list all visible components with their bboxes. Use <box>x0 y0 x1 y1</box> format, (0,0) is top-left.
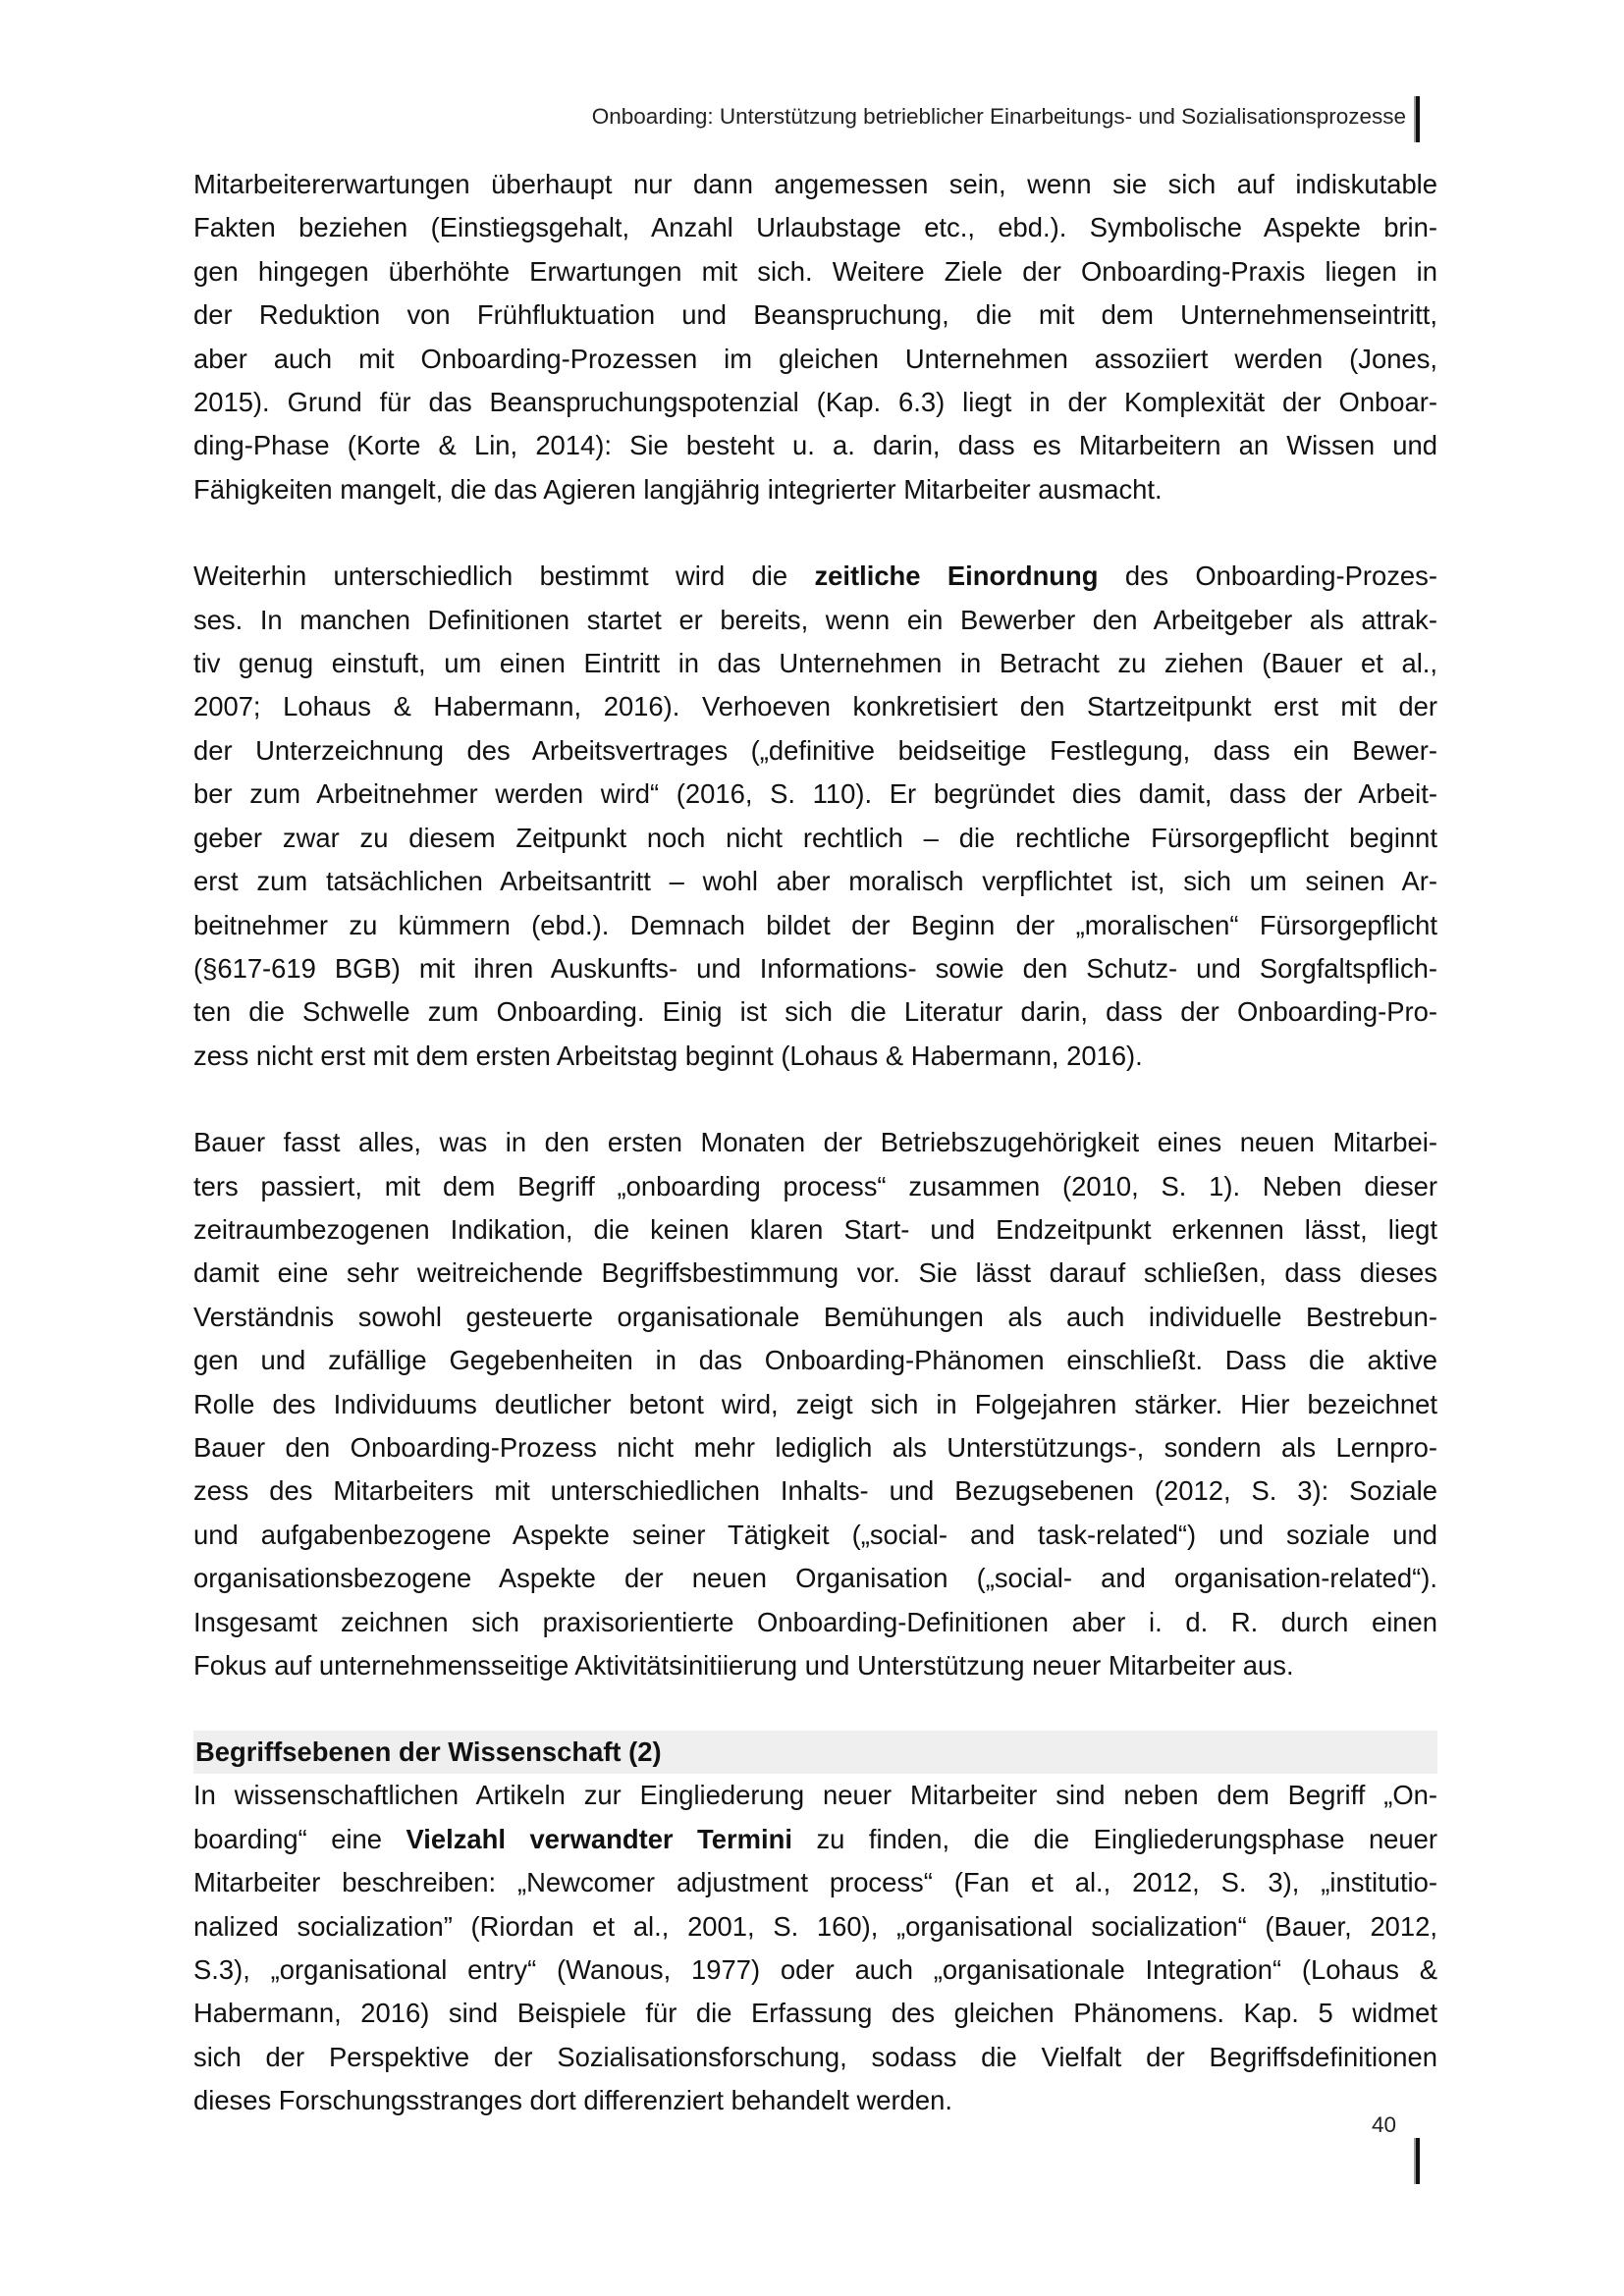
text-run: 2015). Grund für das Beanspruchungspotenzial (Kap. 6.3) liegt in der Komplexität der Onboar- <box>193 387 1437 418</box>
text-line <box>193 947 1437 990</box>
emphasis-text: Vielzahl verwandter Termini <box>406 1823 792 1854</box>
text-line <box>193 860 1437 903</box>
text-line <box>193 1644 1437 1687</box>
text-line <box>193 1774 1437 1817</box>
text-run: Bauer fasst alles, was in den ersten Monaten der Betriebszugehörigkeit eines neuen Mitarbei- <box>193 1127 1437 1158</box>
text-run: Verständnis sowohl gesteuerte organisationale Bemühungen als auch individuelle Bestrebun- <box>193 1301 1437 1332</box>
text-run: geber zwar zu diesem Zeitpunkt noch nicht rechtlich – die rechtliche Fürsorgepflicht beginnt <box>193 822 1437 853</box>
text-line <box>193 1383 1437 1426</box>
text-line <box>193 1514 1437 1557</box>
text-run: Fokus auf unternehmensseitige Aktivitätsinitiierung und Unterstützung neuer Mitarbeiter aus. <box>193 1650 1294 1681</box>
text-line <box>193 1469 1437 1513</box>
text-line <box>193 685 1437 728</box>
section-paragraph <box>193 1774 1437 2122</box>
text-run: und aufgabenbezogene Aspekte seiner Tätigkeit („social- and task-related“) und soziale und <box>193 1519 1437 1550</box>
text-run: sich der Perspektive der Sozialisationsforschung, sodass die Vielfalt der Begriffsdefinitionen <box>193 2041 1437 2072</box>
text-line <box>193 1905 1437 1949</box>
text-line <box>193 338 1437 381</box>
text-run: organisationsbezogene Aspekte der neuen Organisation („social- and organisation-related“). <box>193 1563 1437 1594</box>
running-header: Onboarding: Unterstützung betrieblicher Einarbeitungs- und Sozialisationsprozesse <box>591 104 1406 129</box>
text-run: ses. In manchen Definitionen startet er bereits, wenn ein Bewerber den Arbeitgeber als attrak- <box>193 604 1437 635</box>
text-run: S.3), „organisational entry“ (Wanous, 1977) oder auch „organisationale Integration“ (Lohaus & <box>193 1954 1437 1986</box>
text-run: Bauer den Onboarding-Prozess nicht mehr lediglich als Unterstützungs-, sondern als Lernpro- <box>193 1431 1437 1463</box>
text-run: gen und zufällige Gegebenheiten in das Onboarding-Phänomen einschließt. Dass die aktive <box>193 1345 1437 1376</box>
text-run: aber auch mit Onboarding-Prozessen im gleichen Unternehmen assoziiert werden (Jones, <box>193 343 1437 374</box>
text-line <box>193 468 1437 511</box>
text-line <box>193 1426 1437 1469</box>
text-run: ding-Phase (Korte & Lin, 2014): Sie besteht u. a. darin, dass es Mitarbeitern an Wissen und <box>193 430 1437 461</box>
text-line <box>193 294 1437 337</box>
text-line <box>193 904 1437 947</box>
text-run: Insgesamt zeichnen sich praxisorientierte Onboarding-Definitionen aber i. d. R. durch einen <box>193 1606 1437 1637</box>
text-run: ber zum Arbeitnehmer werden wird“ (2016, S. 110). Er begründet dies damit, dass der Arbeit- <box>193 778 1437 810</box>
text-run: Rolle des Individuums deutlicher betont wird, zeigt sich in Folgejahren stärker. Hier bezeichnet <box>193 1388 1437 1419</box>
text-line <box>193 424 1437 467</box>
text-run: (§617-619 BGB) mit ihren Auskunfts- und Informations- sowie den Schutz- und Sorgfaltspflich- <box>193 952 1437 984</box>
text-run: Fakten beziehen (Einstiegsgehalt, Anzahl Urlaubstage etc., ebd.). Symbolische Aspekte brin- <box>193 212 1437 243</box>
text-run: zeitraumbezogenen Indikation, die keinen klaren Start- und Endzeitpunkt erkennen lässt, liegt <box>193 1213 1437 1245</box>
text-run: zess des Mitarbeiters mit unterschiedlichen Inhalts- und Bezugsebenen (2012, S. 3): Soziale <box>193 1475 1437 1507</box>
header-rule <box>1416 96 1420 142</box>
footer-rule <box>1416 2138 1420 2184</box>
text-line <box>193 642 1437 685</box>
text-line <box>193 163 1437 206</box>
text-run: Weiterhin unterschiedlich bestimmt wird die <box>193 561 815 592</box>
text-line <box>193 1949 1437 1992</box>
text-line <box>193 2036 1437 2079</box>
text-line <box>193 1861 1437 1904</box>
text-run: Fähigkeiten mangelt, die das Agieren langjährig integrierter Mitarbeiter ausmacht. <box>193 473 1163 505</box>
text-run: zess nicht erst mit dem ersten Arbeitstag beginnt (Lohaus & Habermann, 2016). <box>193 1040 1143 1071</box>
text-run: tiv genug einstuft, um einen Eintritt in das Unternehmen in Betracht zu ziehen (Bauer et al., <box>193 648 1437 679</box>
paragraph-2 <box>193 555 1437 1078</box>
text-line <box>193 1557 1437 1600</box>
text-run: dieses Forschungsstranges dort differenziert behandelt werden. <box>193 2085 952 2116</box>
text-line <box>193 729 1437 773</box>
text-run: Mitarbeiter beschreiben: „Newcomer adjustment process“ (Fan et al., 2012, S. 3), „institutio- <box>193 1867 1437 1898</box>
text-line <box>193 1296 1437 1339</box>
text-line <box>193 1165 1437 1208</box>
text-run: Habermann, 2016) sind Beispiele für die Erfassung des gleichen Phänomens. Kap. 5 widmet <box>193 1998 1437 2029</box>
text-run: 2007; Lohaus & Habermann, 2016). Verhoeven konkretisiert den Startzeitpunkt erst mit der <box>193 691 1437 722</box>
text-line <box>193 1208 1437 1252</box>
text-run: boarding“ eine <box>193 1823 406 1854</box>
text-line <box>193 555 1437 598</box>
text-run: der Unterzeichnung des Arbeitsvertrages („definitive beidseitige Festlegung, dass ein Bewer- <box>193 734 1437 766</box>
text-run: nalized socialization” (Riordan et al., 2001, S. 160), „organisational socialization“ (Bauer, 2012, <box>193 1910 1437 1942</box>
text-run: der Reduktion von Frühfluktuation und Beanspruchung, die mit dem Unternehmenseintritt, <box>193 299 1437 331</box>
text-line <box>193 1601 1437 1644</box>
text-run: ters passiert, mit dem Begriff „onboarding process“ zusammen (2010, S. 1). Neben dieser <box>193 1170 1437 1201</box>
text-run: zu finden, die die Eingliederungsphase neuer <box>791 1823 1437 1854</box>
text-run: erst zum tatsächlichen Arbeitsantritt – wohl aber moralisch verpflichtet ist, sich um seinen Ar- <box>193 866 1437 897</box>
text-line <box>193 1252 1437 1295</box>
text-line <box>193 1992 1437 2035</box>
page-number: 40 <box>1371 2112 1396 2137</box>
text-line <box>193 1121 1437 1164</box>
page-body <box>193 163 1437 2166</box>
text-run: ten die Schwelle zum Onboarding. Einig ist sich die Literatur darin, dass der Onboarding-Pro- <box>193 996 1437 1028</box>
text-run: des Onboarding-Prozes- <box>1098 561 1437 592</box>
paragraph-3 <box>193 1121 1437 1687</box>
text-run: In wissenschaftlichen Artikeln zur Eingliederung neuer Mitarbeiter sind neben dem Begriff „On- <box>193 1780 1437 1811</box>
text-line <box>193 2079 1437 2122</box>
text-run: gen hingegen überhöhte Erwartungen mit sich. Weitere Ziele der Onboarding-Praxis liegen in <box>193 255 1437 287</box>
text-line <box>193 381 1437 424</box>
text-line <box>193 599 1437 642</box>
emphasis-text: zeitliche Einordnung <box>814 561 1099 592</box>
text-run: beitnehmer zu kümmern (ebd.). Demnach bildet der Beginn der „moralischen“ Fürsorgepflicht <box>193 909 1437 940</box>
text-line <box>193 206 1437 249</box>
text-line <box>193 773 1437 816</box>
text-line <box>193 1818 1437 1861</box>
text-line <box>193 817 1437 860</box>
text-line <box>193 1035 1437 1078</box>
text-line <box>193 990 1437 1034</box>
text-line <box>193 1339 1437 1382</box>
text-run: damit eine sehr weitreichende Begriffsbestimmung vor. Sie lässt darauf schließen, dass dieses <box>193 1257 1437 1289</box>
section-heading: Begriffsebenen der Wissenschaft (2) <box>193 1731 1437 1774</box>
text-run: Mitarbeitererwartungen überhaupt nur dann angemessen sein, wenn sie sich auf indiskutable <box>193 169 1437 199</box>
text-line <box>193 250 1437 294</box>
paragraph-1 <box>193 163 1437 511</box>
